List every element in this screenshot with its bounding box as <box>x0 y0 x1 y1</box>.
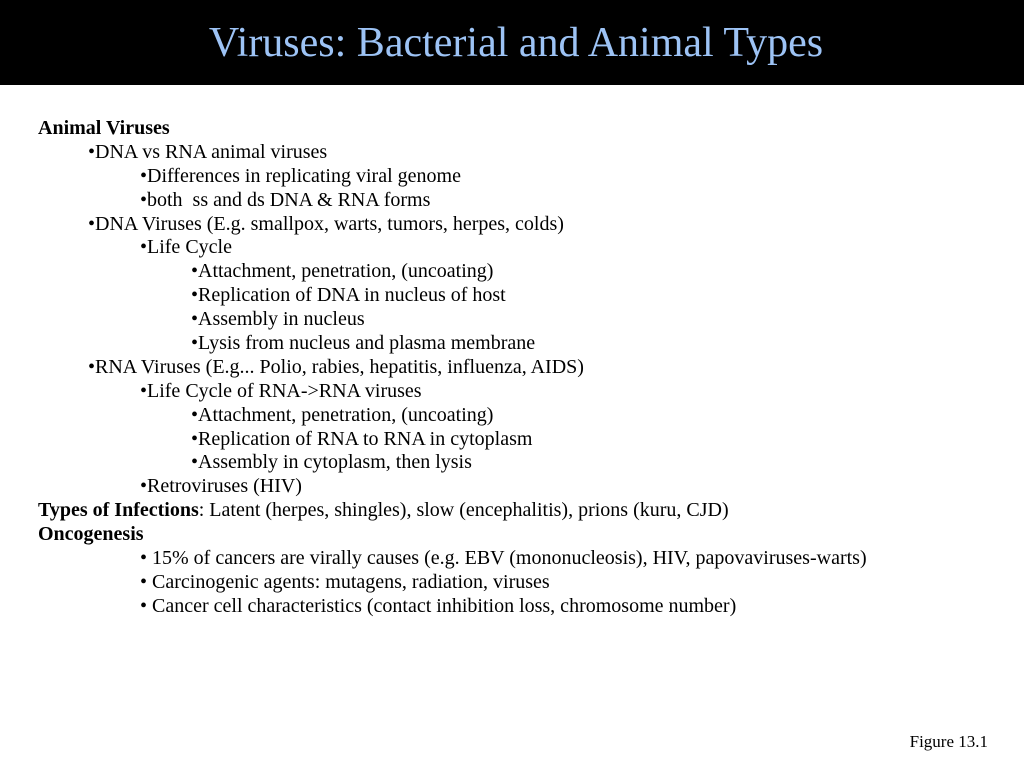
sub-bullet-retroviruses: •Retroviruses (HIV) <box>140 475 302 498</box>
dna-life-cycle-step: •Replication of DNA in nucleus of host <box>191 284 506 307</box>
figure-label: Figure 13.1 <box>909 732 988 751</box>
types-of-infections-text: : Latent (herpes, shingles), slow (encephalitis), prions (kuru, CJD) <box>198 499 729 522</box>
section-heading-oncogenesis: Oncogenesis <box>38 523 144 546</box>
bullet-rna-viruses: •RNA Viruses (E.g... Polio, rabies, hepatitis, influenza, AIDS) <box>88 355 584 378</box>
title-bar <box>0 0 1024 85</box>
sub-bullet-dna-life-cycle: •Life Cycle <box>140 236 232 259</box>
slide-title: Viruses: Bacterial and Animal Types <box>208 20 824 66</box>
types-of-infections-line <box>38 499 867 523</box>
slide-body <box>38 117 867 619</box>
sub-bullet-ss-ds-forms: •both ss and ds DNA & RNA forms <box>140 188 431 211</box>
sub-bullet-replicating-genome: •Differences in replicating viral genome <box>140 164 461 187</box>
rna-life-cycle-step: •Attachment, penetration, (uncoating) <box>191 403 494 426</box>
bullet-dna-vs-rna: •DNA vs RNA animal viruses <box>88 140 328 163</box>
rna-life-cycle-step: •Assembly in cytoplasm, then lysis <box>191 451 472 474</box>
oncogenesis-point: • 15% of cancers are virally causes (e.g. EBV (mononucleosis), HIV, papovaviruses-warts) <box>140 547 867 570</box>
oncogenesis-point: • Cancer cell characteristics (contact inhibition loss, chromosome number) <box>140 594 737 617</box>
dna-life-cycle-step: •Lysis from nucleus and plasma membrane <box>191 332 536 355</box>
sub-bullet-rna-life-cycle: •Life Cycle of RNA->RNA viruses <box>140 379 422 402</box>
bullet-dna-viruses: •DNA Viruses (E.g. smallpox, warts, tumors, herpes, colds) <box>88 212 564 235</box>
dna-life-cycle-step: •Attachment, penetration, (uncoating) <box>191 260 494 283</box>
oncogenesis-point: • Carcinogenic agents: mutagens, radiation, viruses <box>140 570 550 593</box>
rna-life-cycle-step: •Replication of RNA to RNA in cytoplasm <box>191 427 533 450</box>
dna-life-cycle-step: •Assembly in nucleus <box>191 308 365 331</box>
types-of-infections-heading: Types of Infections <box>38 499 199 522</box>
section-heading-animal-viruses: Animal Viruses <box>38 117 170 139</box>
